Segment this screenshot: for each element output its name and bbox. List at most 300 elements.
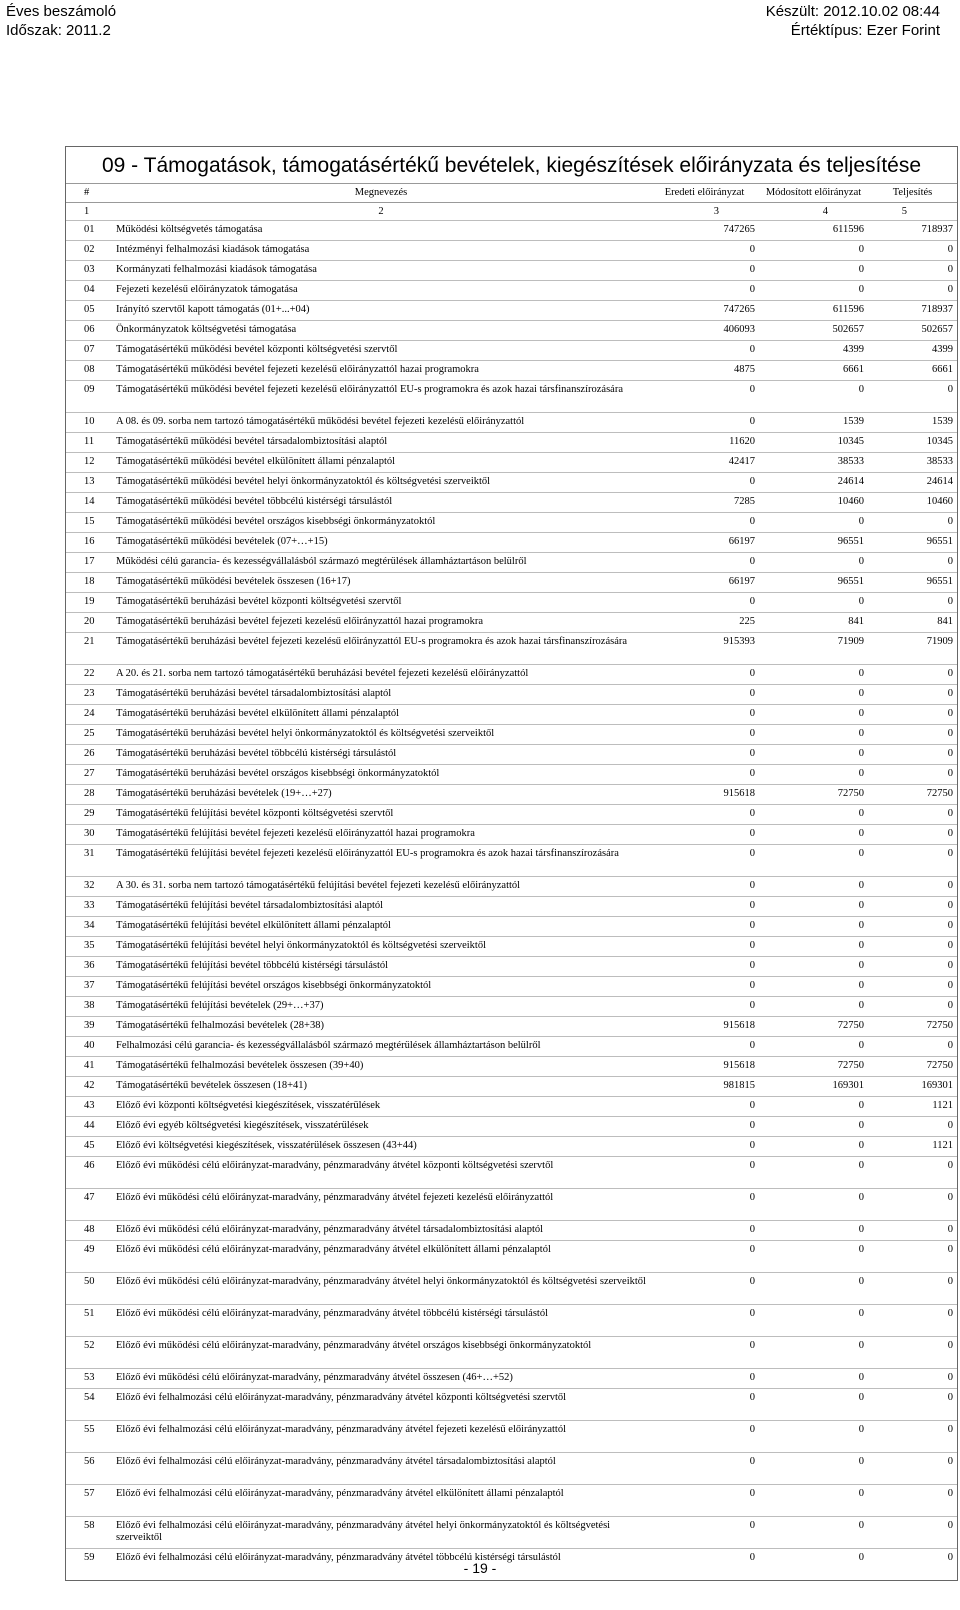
row-performance-value: 0	[868, 877, 957, 897]
row-number: 20	[66, 613, 112, 633]
row-original-value: 0	[650, 825, 759, 845]
col-number-4: 4	[759, 203, 868, 221]
row-number: 50	[66, 1273, 112, 1305]
row-name: Előző évi egyéb költségvetési kiegészítések, visszatérülések	[112, 1117, 650, 1137]
row-performance-value: 72750	[868, 785, 957, 805]
table-row	[66, 977, 957, 997]
table-row	[66, 785, 957, 805]
row-name: Támogatásértékű működési bevétel elkülönített állami pénzalaptól	[112, 453, 650, 473]
row-original-value: 915618	[650, 785, 759, 805]
row-number: 18	[66, 573, 112, 593]
row-original-value: 0	[650, 977, 759, 997]
row-performance-value: 0	[868, 1369, 957, 1389]
table-row	[66, 533, 957, 553]
row-modified-value: 96551	[759, 573, 868, 593]
row-performance-value: 0	[868, 241, 957, 261]
row-performance-value: 0	[868, 381, 957, 413]
row-name: Előző évi működési célú előirányzat-maradvány, pénzmaradvány átvétel központi költségvetési szervtől	[112, 1157, 650, 1189]
row-name: Támogatásértékű működési bevételek összesen (16+17)	[112, 573, 650, 593]
row-name: Támogatásértékű felhalmozási bevételek (28+38)	[112, 1017, 650, 1037]
row-modified-value: 10460	[759, 493, 868, 513]
row-original-value: 0	[650, 805, 759, 825]
row-number: 39	[66, 1017, 112, 1037]
row-modified-value: 0	[759, 1189, 868, 1221]
row-original-value: 0	[650, 845, 759, 877]
row-original-value: 0	[650, 685, 759, 705]
row-name: Irányító szervtől kapott támogatás (01+...+04)	[112, 301, 650, 321]
table-row	[66, 553, 957, 573]
row-modified-value: 0	[759, 1421, 868, 1453]
row-original-value: 0	[650, 665, 759, 685]
row-modified-value: 0	[759, 1389, 868, 1421]
row-modified-value: 841	[759, 613, 868, 633]
row-original-value: 0	[650, 997, 759, 1017]
row-name: Támogatásértékű felújítási bevétel országos kisebbségi önkormányzatoktól	[112, 977, 650, 997]
row-modified-value: 10345	[759, 433, 868, 453]
row-performance-value: 96551	[868, 573, 957, 593]
row-number: 42	[66, 1077, 112, 1097]
row-number: 36	[66, 957, 112, 977]
row-modified-value: 0	[759, 845, 868, 877]
row-original-value: 747265	[650, 301, 759, 321]
row-name: Előző évi működési célú előirányzat-maradvány, pénzmaradvány átvétel társadalombiztosítási alaptól	[112, 1221, 650, 1241]
row-performance-value: 0	[868, 1117, 957, 1137]
row-modified-value: 0	[759, 805, 868, 825]
col-number-5: 5	[868, 203, 957, 221]
row-number: 25	[66, 725, 112, 745]
table-row	[66, 493, 957, 513]
row-original-value: 0	[650, 1189, 759, 1221]
table-row	[66, 221, 957, 241]
row-modified-value: 0	[759, 1549, 868, 1581]
row-name: Előző évi felhalmozási célú előirányzat-maradvány, pénzmaradvány átvétel elkülönített állami pénzalaptól	[112, 1485, 650, 1517]
table-row	[66, 613, 957, 633]
row-modified-value: 0	[759, 997, 868, 1017]
row-name: Támogatásértékű beruházási bevétel helyi önkormányzatoktól és költségvetési szerveiktől	[112, 725, 650, 745]
row-performance-value: 0	[868, 1037, 957, 1057]
row-modified-value: 0	[759, 1241, 868, 1273]
row-modified-value: 0	[759, 553, 868, 573]
row-modified-value: 72750	[759, 1017, 868, 1037]
row-original-value: 0	[650, 957, 759, 977]
row-number: 29	[66, 805, 112, 825]
row-modified-value: 0	[759, 381, 868, 413]
row-number: 14	[66, 493, 112, 513]
table-row	[66, 341, 957, 361]
row-name: Előző évi működési célú előirányzat-maradvány, pénzmaradvány átvétel fejezeti kezelésű előirányzattól	[112, 1189, 650, 1221]
table-row	[66, 1241, 957, 1273]
row-original-value: 11620	[650, 433, 759, 453]
row-modified-value: 0	[759, 1517, 868, 1549]
table-row	[66, 665, 957, 685]
row-performance-value: 0	[868, 1189, 957, 1221]
row-original-value: 4875	[650, 361, 759, 381]
row-name: A 08. és 09. sorba nem tartozó támogatásértékű működési bevétel fejezeti kezelésű előirányzattól	[112, 413, 650, 433]
row-performance-value: 0	[868, 845, 957, 877]
row-number: 17	[66, 553, 112, 573]
row-performance-value: 1121	[868, 1097, 957, 1117]
row-original-value: 0	[650, 1273, 759, 1305]
table-row	[66, 997, 957, 1017]
row-original-value: 0	[650, 705, 759, 725]
col-number-3: 3	[650, 203, 759, 221]
row-modified-value: 4399	[759, 341, 868, 361]
table-row	[66, 513, 957, 533]
table-row	[66, 473, 957, 493]
row-number: 54	[66, 1389, 112, 1421]
row-number: 38	[66, 997, 112, 1017]
row-name: Támogatásértékű felújítási bevétel fejezeti kezelésű előirányzattól EU-s programokra és azok hazai társfinanszírozására	[112, 845, 650, 877]
row-modified-value: 0	[759, 897, 868, 917]
table-row	[66, 633, 957, 665]
table-row	[66, 321, 957, 341]
row-number: 40	[66, 1037, 112, 1057]
row-number: 49	[66, 1241, 112, 1273]
table-row	[66, 1157, 957, 1189]
row-modified-value: 611596	[759, 221, 868, 241]
row-performance-value: 0	[868, 705, 957, 725]
table-row	[66, 1305, 957, 1337]
row-original-value: 0	[650, 593, 759, 613]
row-number: 24	[66, 705, 112, 725]
row-number: 58	[66, 1517, 112, 1549]
row-original-value: 0	[650, 1337, 759, 1369]
table-row	[66, 1517, 957, 1549]
row-modified-value: 0	[759, 957, 868, 977]
row-original-value: 66197	[650, 573, 759, 593]
row-number: 47	[66, 1189, 112, 1221]
row-performance-value: 0	[868, 1421, 957, 1453]
row-name: Támogatásértékű beruházási bevétel fejezeti kezelésű előirányzattól EU-s programokra és azok hazai társfinanszírozására	[112, 633, 650, 665]
table-row	[66, 825, 957, 845]
row-original-value: 747265	[650, 221, 759, 241]
table-row	[66, 897, 957, 917]
table-row	[66, 1453, 957, 1485]
row-modified-value: 611596	[759, 301, 868, 321]
table-row	[66, 1421, 957, 1453]
row-number: 04	[66, 281, 112, 301]
row-name: Támogatásértékű felújítási bevétel központi költségvetési szervtől	[112, 805, 650, 825]
row-performance-value: 0	[868, 957, 957, 977]
row-performance-value: 0	[868, 281, 957, 301]
row-original-value: 915618	[650, 1017, 759, 1037]
table-row	[66, 281, 957, 301]
table-row	[66, 261, 957, 281]
row-modified-value: 0	[759, 765, 868, 785]
row-number: 35	[66, 937, 112, 957]
table-row	[66, 1273, 957, 1305]
row-modified-value: 0	[759, 1097, 868, 1117]
row-performance-value: 38533	[868, 453, 957, 473]
row-performance-value: 0	[868, 1337, 957, 1369]
row-name: Támogatásértékű működési bevételek (07+…+15)	[112, 533, 650, 553]
row-performance-value: 0	[868, 685, 957, 705]
row-name: Támogatásértékű működési bevétel fejezeti kezelésű előirányzattól hazai programokra	[112, 361, 650, 381]
row-name: Fejezeti kezelésű előirányzatok támogatása	[112, 281, 650, 301]
row-name: Támogatásértékű beruházási bevétel elkülönített állami pénzalaptól	[112, 705, 650, 725]
column-header-row	[66, 184, 957, 203]
row-performance-value: 72750	[868, 1057, 957, 1077]
table-row	[66, 301, 957, 321]
row-number: 52	[66, 1337, 112, 1369]
row-name: Előző évi működési célú előirányzat-maradvány, pénzmaradvány átvétel országos kisebbségi önkormányzatoktól	[112, 1337, 650, 1369]
row-number: 08	[66, 361, 112, 381]
row-name: Kormányzati felhalmozási kiadások támogatása	[112, 261, 650, 281]
col-number-1: 1	[66, 203, 112, 221]
row-number: 37	[66, 977, 112, 997]
row-performance-value: 0	[868, 665, 957, 685]
report-title: 09 - Támogatások, támogatásértékű bevételek, kiegészítések előirányzata és teljesítése	[66, 147, 957, 183]
table-row	[66, 937, 957, 957]
row-modified-value: 0	[759, 1037, 868, 1057]
table-row	[66, 1389, 957, 1421]
row-performance-value: 0	[868, 1157, 957, 1189]
row-name: Előző évi költségvetési kiegészítések, visszatérülések összesen (43+44)	[112, 1137, 650, 1157]
row-original-value: 0	[650, 261, 759, 281]
table-row	[66, 1137, 957, 1157]
row-number: 33	[66, 897, 112, 917]
row-modified-value: 169301	[759, 1077, 868, 1097]
col-header-original: Eredeti előirányzat	[650, 184, 759, 203]
row-name: Előző évi működési célú előirányzat-maradvány, pénzmaradvány átvétel többcélú kistérségi társulástól	[112, 1305, 650, 1337]
row-number: 10	[66, 413, 112, 433]
row-performance-value: 0	[868, 513, 957, 533]
row-performance-value: 0	[868, 805, 957, 825]
row-performance-value: 71909	[868, 633, 957, 665]
row-modified-value: 24614	[759, 473, 868, 493]
row-modified-value: 0	[759, 937, 868, 957]
table-row	[66, 957, 957, 977]
row-modified-value: 1539	[759, 413, 868, 433]
row-performance-value: 0	[868, 593, 957, 613]
col-header-modified: Módosított előirányzat	[759, 184, 868, 203]
row-original-value: 0	[650, 725, 759, 745]
row-name: Támogatásértékű működési bevétel helyi önkormányzatoktól és költségvetési szerveiktől	[112, 473, 650, 493]
row-name: Támogatásértékű működési bevétel többcélú kistérségi társulástól	[112, 493, 650, 513]
row-name: Támogatásértékű működési bevétel központi költségvetési szervtől	[112, 341, 650, 361]
row-number: 27	[66, 765, 112, 785]
row-number: 56	[66, 1453, 112, 1485]
row-modified-value: 0	[759, 685, 868, 705]
row-original-value: 0	[650, 473, 759, 493]
row-number: 44	[66, 1117, 112, 1137]
row-original-value: 225	[650, 613, 759, 633]
row-name: A 30. és 31. sorba nem tartozó támogatásértékű felújítási bevétel fejezeti kezelésű előirányzattól	[112, 877, 650, 897]
table-row	[66, 745, 957, 765]
row-number: 55	[66, 1421, 112, 1453]
row-original-value: 0	[650, 917, 759, 937]
row-number: 46	[66, 1157, 112, 1189]
table-row	[66, 381, 957, 413]
row-original-value: 0	[650, 1117, 759, 1137]
row-number: 32	[66, 877, 112, 897]
row-modified-value: 0	[759, 1221, 868, 1241]
row-modified-value: 6661	[759, 361, 868, 381]
row-name: Intézményi felhalmozási kiadások támogatása	[112, 241, 650, 261]
row-original-value: 0	[650, 765, 759, 785]
row-original-value: 0	[650, 1157, 759, 1189]
row-name: Támogatásértékű beruházási bevételek (19+…+27)	[112, 785, 650, 805]
row-name: Támogatásértékű működési bevétel országos kisebbségi önkormányzatoktól	[112, 513, 650, 533]
row-number: 23	[66, 685, 112, 705]
table-row	[66, 1369, 957, 1389]
row-performance-value: 24614	[868, 473, 957, 493]
row-original-value: 7285	[650, 493, 759, 513]
row-performance-value: 10345	[868, 433, 957, 453]
row-original-value: 0	[650, 897, 759, 917]
row-modified-value: 0	[759, 825, 868, 845]
value-type-label: Értéktípus: Ezer Forint	[790, 22, 940, 39]
row-number: 41	[66, 1057, 112, 1077]
row-name: Előző évi működési célú előirányzat-maradvány, pénzmaradvány átvétel helyi önkormányzatoktól és költségvetési szerveiktől	[112, 1273, 650, 1305]
row-name: Támogatásértékű felújítási bevétel fejezeti kezelésű előirányzattól hazai programokra	[112, 825, 650, 845]
page-number: - 19 -	[463, 1560, 497, 1576]
row-number: 57	[66, 1485, 112, 1517]
row-original-value: 0	[650, 1453, 759, 1485]
table-row	[66, 725, 957, 745]
row-name: A 20. és 21. sorba nem tartozó támogatásértékű beruházási bevétel fejezeti kezelésű előirányzattól	[112, 665, 650, 685]
table-row	[66, 1221, 957, 1241]
report-type-label: Éves beszámoló	[6, 3, 117, 20]
row-performance-value: 0	[868, 261, 957, 281]
row-performance-value: 502657	[868, 321, 957, 341]
row-original-value: 0	[650, 1221, 759, 1241]
row-number: 26	[66, 745, 112, 765]
row-modified-value: 71909	[759, 633, 868, 665]
table-row	[66, 877, 957, 897]
row-number: 15	[66, 513, 112, 533]
row-modified-value: 0	[759, 917, 868, 937]
row-original-value: 0	[650, 745, 759, 765]
row-original-value: 0	[650, 1097, 759, 1117]
row-number: 09	[66, 381, 112, 413]
document-header	[0, 0, 960, 44]
row-name: Előző évi működési célú előirányzat-maradvány, pénzmaradvány átvétel összesen (46+…+52)	[112, 1369, 650, 1389]
row-modified-value: 72750	[759, 1057, 868, 1077]
row-original-value: 981815	[650, 1077, 759, 1097]
row-performance-value: 0	[868, 897, 957, 917]
row-name: Előző évi központi költségvetési kiegészítések, visszatérülések	[112, 1097, 650, 1117]
col-number-2: 2	[112, 203, 650, 221]
row-original-value: 0	[650, 381, 759, 413]
row-performance-value: 0	[868, 1485, 957, 1517]
row-number: 43	[66, 1097, 112, 1117]
row-original-value: 0	[650, 1137, 759, 1157]
row-original-value: 0	[650, 1549, 759, 1581]
table-row	[66, 453, 957, 473]
row-original-value: 0	[650, 1037, 759, 1057]
table-row	[66, 413, 957, 433]
row-number: 03	[66, 261, 112, 281]
row-original-value: 0	[650, 241, 759, 261]
period-label: Időszak: 2011.2	[6, 22, 111, 39]
row-performance-value: 0	[868, 1241, 957, 1273]
report-frame	[65, 146, 958, 1581]
row-original-value: 0	[650, 877, 759, 897]
row-number: 48	[66, 1221, 112, 1241]
row-performance-value: 6661	[868, 361, 957, 381]
row-name: Előző évi működési célú előirányzat-maradvány, pénzmaradvány átvétel elkülönített állami pénzalaptól	[112, 1241, 650, 1273]
row-performance-value: 4399	[868, 341, 957, 361]
row-name: Felhalmozási célú garancia- és kezességvállalásból származó megtérülések államháztartáson belülről	[112, 1037, 650, 1057]
table-row	[66, 917, 957, 937]
row-performance-value: 0	[868, 745, 957, 765]
row-original-value: 0	[650, 281, 759, 301]
row-modified-value: 0	[759, 1117, 868, 1137]
row-performance-value: 0	[868, 765, 957, 785]
row-number: 11	[66, 433, 112, 453]
row-performance-value: 0	[868, 1549, 957, 1581]
row-performance-value: 718937	[868, 221, 957, 241]
row-performance-value: 0	[868, 1517, 957, 1549]
table-row	[66, 1337, 957, 1369]
row-number: 16	[66, 533, 112, 553]
col-header-name: Megnevezés	[112, 184, 650, 203]
table-row	[66, 1057, 957, 1077]
row-original-value: 0	[650, 513, 759, 533]
col-header-number: #	[66, 184, 112, 203]
row-modified-value: 0	[759, 877, 868, 897]
row-name: Támogatásértékű felújítási bevétel társadalombiztosítási alaptól	[112, 897, 650, 917]
row-performance-value: 0	[868, 825, 957, 845]
row-performance-value: 0	[868, 1305, 957, 1337]
row-original-value: 0	[650, 1421, 759, 1453]
row-modified-value: 0	[759, 1485, 868, 1517]
row-performance-value: 72750	[868, 1017, 957, 1037]
row-number: 06	[66, 321, 112, 341]
table-row	[66, 593, 957, 613]
row-number: 51	[66, 1305, 112, 1337]
row-original-value: 0	[650, 1369, 759, 1389]
row-number: 13	[66, 473, 112, 493]
row-performance-value: 0	[868, 725, 957, 745]
row-name: Működési célú garancia- és kezességvállalásból származó megtérülések államháztartáson belülről	[112, 553, 650, 573]
row-original-value: 66197	[650, 533, 759, 553]
row-original-value: 0	[650, 1485, 759, 1517]
row-number: 07	[66, 341, 112, 361]
table-row	[66, 1117, 957, 1137]
row-name: Támogatásértékű felhalmozási bevételek összesen (39+40)	[112, 1057, 650, 1077]
row-number: 34	[66, 917, 112, 937]
row-performance-value: 0	[868, 1273, 957, 1305]
row-modified-value: 0	[759, 725, 868, 745]
row-original-value: 0	[650, 553, 759, 573]
table-row	[66, 805, 957, 825]
row-original-value: 915393	[650, 633, 759, 665]
row-performance-value: 0	[868, 1389, 957, 1421]
table-row	[66, 241, 957, 261]
row-name: Támogatásértékű beruházási bevétel központi költségvetési szervtől	[112, 593, 650, 613]
row-modified-value: 0	[759, 1369, 868, 1389]
table-row	[66, 1037, 957, 1057]
row-name: Előző évi felhalmozási célú előirányzat-maradvány, pénzmaradvány átvétel központi költségvetési szervtől	[112, 1389, 650, 1421]
row-name: Támogatásértékű beruházási bevétel fejezeti kezelésű előirányzattól hazai programokra	[112, 613, 650, 633]
row-modified-value: 0	[759, 593, 868, 613]
row-modified-value: 0	[759, 1157, 868, 1189]
col-header-performance: Teljesítés	[868, 184, 957, 203]
row-number: 31	[66, 845, 112, 877]
row-original-value: 42417	[650, 453, 759, 473]
row-performance-value: 1539	[868, 413, 957, 433]
row-performance-value: 169301	[868, 1077, 957, 1097]
row-performance-value: 0	[868, 997, 957, 1017]
row-performance-value: 1121	[868, 1137, 957, 1157]
row-name: Előző évi felhalmozási célú előirányzat-maradvány, pénzmaradvány átvétel társadalombiztosítási alaptól	[112, 1453, 650, 1485]
row-name: Előző évi felhalmozási célú előirányzat-maradvány, pénzmaradvány átvétel többcélú kistérségi társulástól	[112, 1549, 650, 1581]
row-modified-value: 0	[759, 513, 868, 533]
row-name: Támogatásértékű beruházási bevétel többcélú kistérségi társulástól	[112, 745, 650, 765]
row-modified-value: 72750	[759, 785, 868, 805]
